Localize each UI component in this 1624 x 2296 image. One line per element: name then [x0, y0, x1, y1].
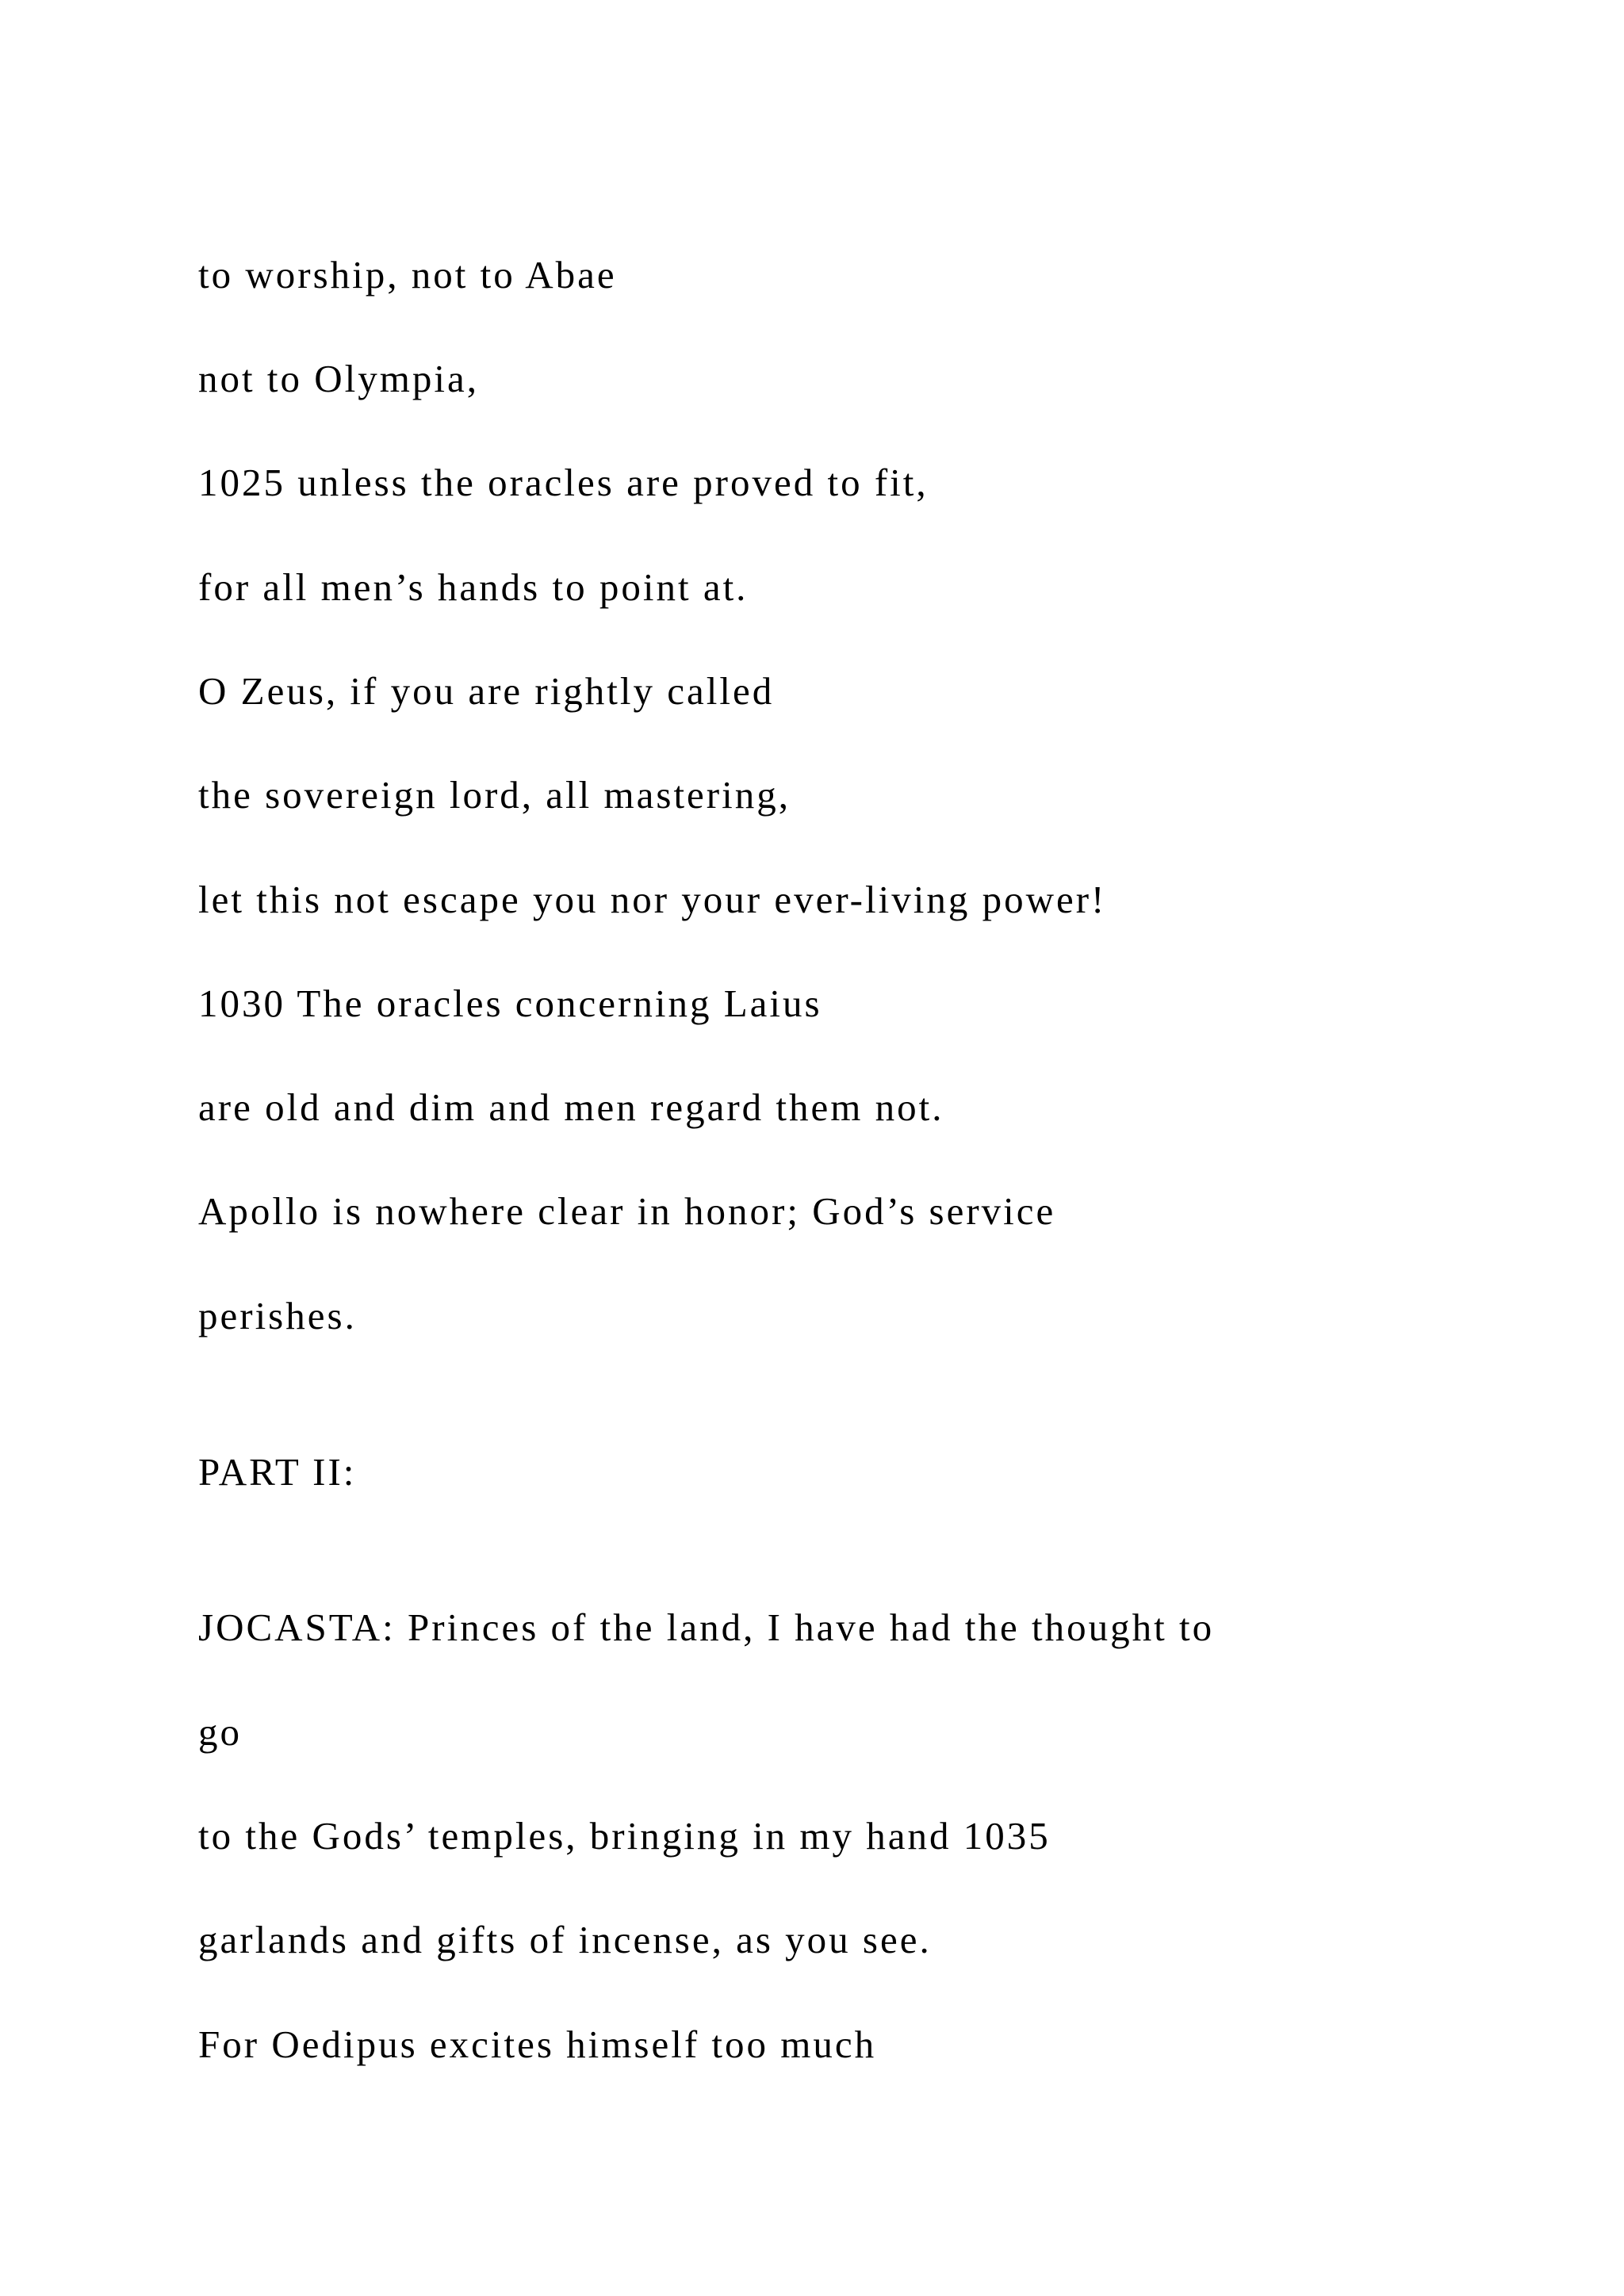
- text-line: to worship, not to Abae: [198, 253, 617, 297]
- text-line: garlands and gifts of incense, as you see.: [198, 1918, 932, 1961]
- text-line: 1030 The oracles concerning Laius: [198, 982, 822, 1025]
- text-line: For Oedipus excites himself too much: [198, 2022, 877, 2066]
- text-line: let this not escape you nor your ever-living power!: [198, 878, 1107, 921]
- text-line: for all men’s hands to point at.: [198, 565, 749, 609]
- text-line: 1025 unless the oracles are proved to fit,: [198, 461, 929, 504]
- text-line: not to Olympia,: [198, 357, 479, 400]
- text-line: the sovereign lord, all mastering,: [198, 773, 791, 817]
- text-line: O Zeus, if you are rightly called: [198, 669, 775, 713]
- section-heading: PART II:: [198, 1450, 357, 1494]
- text-line: go: [198, 1710, 242, 1754]
- text-line: to the Gods’ temples, bringing in my hand 1035: [198, 1814, 1051, 1858]
- text-line: Apollo is nowhere clear in honor; God’s service: [198, 1189, 1056, 1233]
- text-line: perishes.: [198, 1294, 357, 1337]
- text-line: are old and dim and men regard them not.: [198, 1085, 944, 1129]
- speaker-line: JOCASTA: Princes of the land, I have had the thought to: [198, 1605, 1215, 1649]
